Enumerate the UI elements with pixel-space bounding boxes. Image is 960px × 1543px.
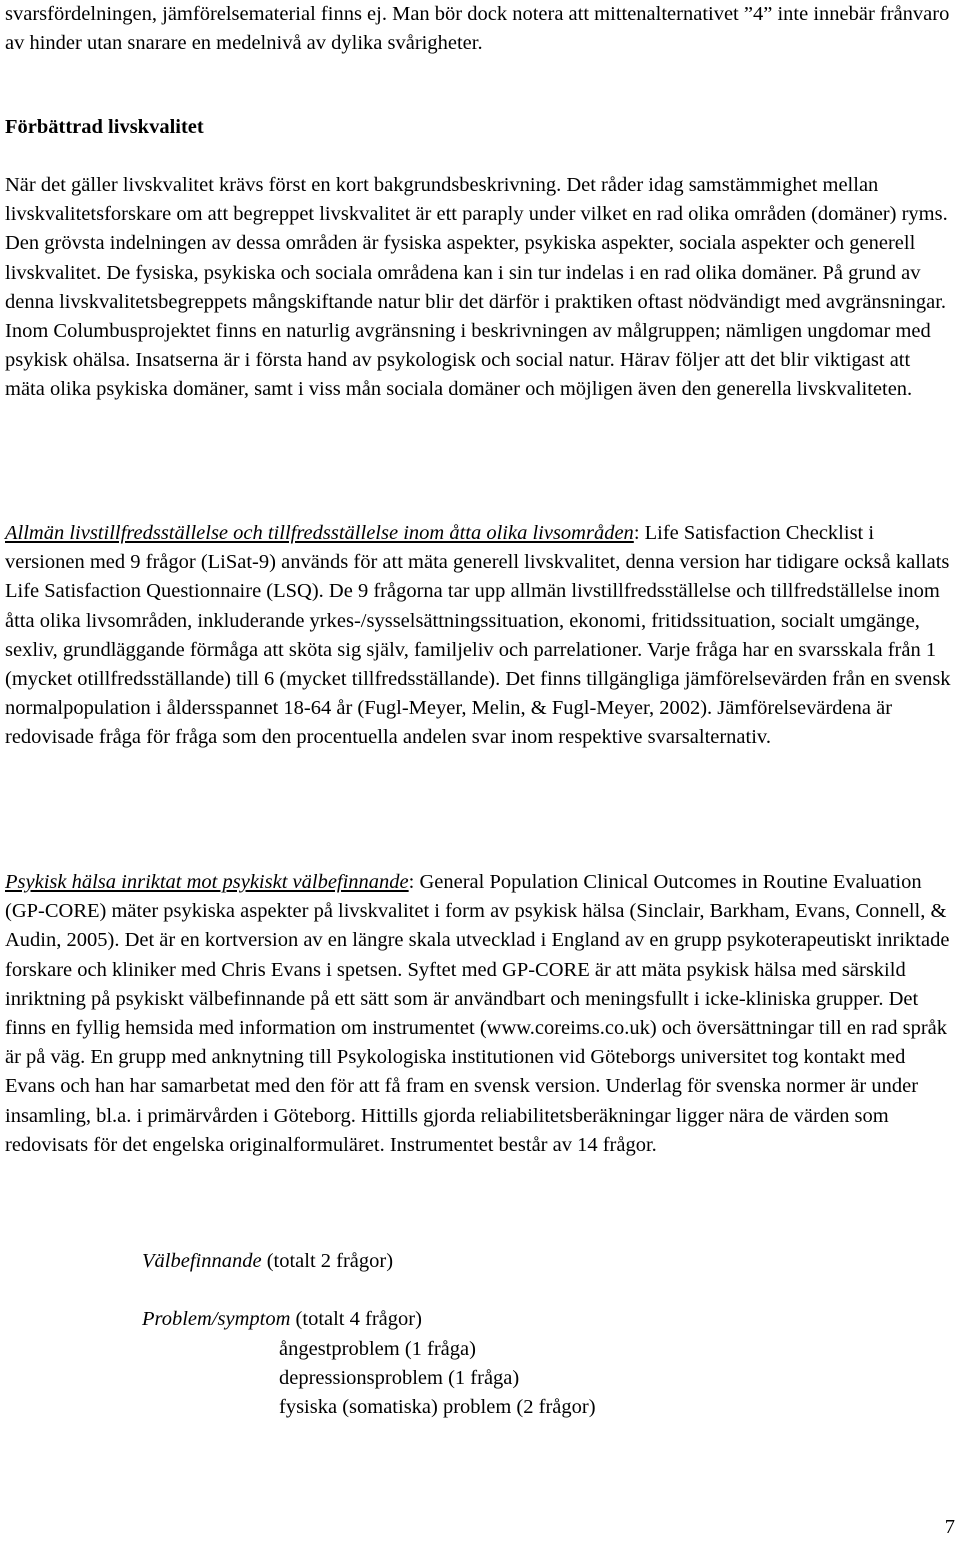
wellbeing-item: [142, 1247, 393, 1276]
problem-subitem: ångestproblem (1 fråga): [279, 1338, 476, 1360]
page-number: 7: [944, 1516, 955, 1538]
problem-subitem: fysiska (somatiska) problem (2 frågor): [279, 1396, 596, 1418]
wellbeing-label: Välbefinnande: [142, 1250, 262, 1272]
section-heading: Förbättrad livskvalitet: [5, 116, 204, 138]
intro-paragraph: svarsfördelningen, jämförelsematerial finns ej. Man bör dock notera att mittenalternativet ”4” inte innebär frånvaro av hinder utan snarare en medelnivå av dylika svårigheter.: [5, 3, 950, 55]
lisat-lead: Allmän livstillfredsställelse och tillfredsställelse inom åtta olika livsområden: [5, 522, 634, 544]
gp-core-text: : General Population Clinical Outcomes in Routine Evaluation (GP-CORE) mäter psykiska aspekter på livskvalitet i form av psykisk hälsa (Sinclair, Barkham, Evans, Connell, & Audin, 2005). Det är en kortversion av en längre skala utvecklad i England av en grupp psykoterapeutiskt inriktade forskare och kliniker med Chris Evans i spetsen. Syftet med GP-CORE är att mäta psykisk hälsa med särskild inriktning på psykiskt välbefinnande på ett sätt som är användbart och meningsfullt i icke-kliniska grupper. Det finns en fyllig hemsida med information om instrumentet (www.coreims.co.uk) och översättningar till en rad språk är på väg. En grupp med anknytning till Psykologiska institutionen vid Göteborgs universitet tog kontakt med Evans och han har samarbetat med den för att få fram en svensk version. Underlag för svenska normer är under insamling, bl.a. i primärvården i Göteborg. Hittills gjorda reliabilitetsberäkningar ligger nära de värden som redovisats för det engelska originalformuläret. Instrumentet består av 14 frågor.: [5, 871, 950, 1156]
wellbeing-count: (totalt 2 frågor): [261, 1250, 394, 1272]
lisat-paragraph: [5, 519, 955, 753]
problem-subitem: depressionsproblem (1 fråga): [279, 1367, 520, 1389]
lisat-text: : Life Satisfaction Checklist i versionen med 9 frågor (LiSat-9) används för att mäta generell livskvalitet, denna version har tidigare också kallats Life Satisfaction Questionnaire (LSQ). De 9 frågorna tar upp allmän livstillfredsställelse och tillfredställelse inom åtta olika livsområden, inkluderande yrkes-/sysselsättningssituation, ekonomi, fritidssituation, socialt umgänge, sexliv, grundläggande förmåga att sköta sig själv, familjeliv och parrelationer. Varje fråga har en svarsskala från 1 (mycket otillfredsställande) till 6 (mycket tillfredsställande). Det finns tillgängliga jämförelsevärden från en svensk normalpopulation i åldersspannet 18-64 år (Fugl-Meyer, Melin, & Fugl-Meyer, 2002). Jämförelsevärdena är redovisade fråga för fråga som den procentuella andelen svar inom respektive svarsalternativ.: [5, 522, 951, 749]
problems-label: Problem/symptom: [142, 1308, 291, 1330]
gp-core-paragraph: [5, 868, 955, 1160]
problems-item: [142, 1305, 422, 1334]
quality-of-life-paragraph: När det gäller livskvalitet krävs först en kort bakgrundsbeskrivning. Det råder idag samstämmighet mellan livskvalitetsforskare om att begreppet livskvalitet är ett paraply under vilket en rad olika områden (domäner) ryms. Den grövsta indelningen av dessa områden är fysiska aspekter, psykiska aspekter, sociala aspekter och generell livskvalitet. De fysiska, psykiska och sociala områdena kan i sin tur indelas i en rad olika domäner. På grund av denna livskvalitetsbegreppets mångskiftande natur blir det därför i praktiken oftast nödvändigt med avgränsningar. Inom Columbusprojektet finns en naturlig avgränsning i beskrivningen av målgruppen; nämligen ungdomar med psykisk ohälsa. Insatserna är i första hand av psykologisk och social natur. Härav följer att det blir viktigast att mäta olika psykiska domäner, samt i viss mån sociala domäner och möjligen även den generella livskvaliteten.: [5, 174, 948, 401]
gp-core-lead: Psykisk hälsa inriktat mot psykiskt välbefinnande: [5, 871, 409, 893]
problems-count: (totalt 4 frågor): [290, 1308, 422, 1330]
